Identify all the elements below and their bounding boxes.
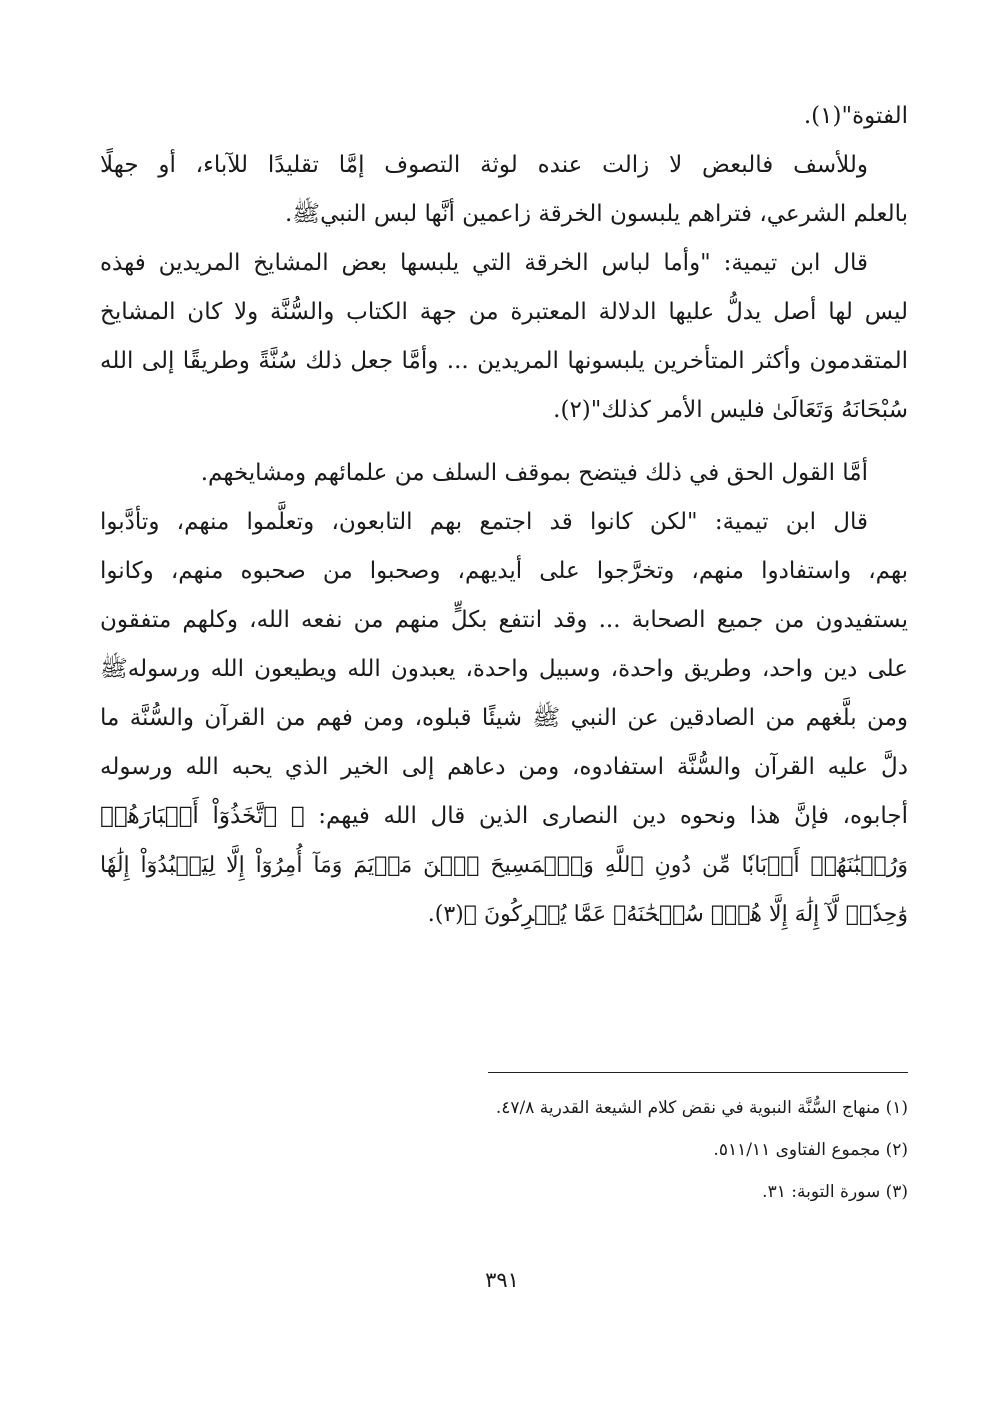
quran-line-1: وَرُهۡبَٰنَهُمۡ أَرۡبَابٗا مِّن دُونِ ٱللَّهِ وَٱلۡمَسِيحَ ٱبۡنَ مَرۡيَمَ وَمَآ أُمِرُوٓاْ إِلَّا لِيَعۡبُدُوٓاْ إِلَٰهٗا [100,853,908,878]
text-line-8: أمَّا القول الحق في ذلك فيتضح بموقف السلف من علمائهم ومشايخهم. [200,460,868,486]
text-line-10: بهم، واستفادوا منهم، وتخرَّجوا على أيديهم، وصحبوا من صحبوه منهم، وكانوا [100,558,908,584]
footnote-1: (١) منهاج السُّنَّة النبوية في نقض كلام الشيعة القدرية ٤٧/٨. [495,1098,908,1118]
text-line-7: سُبْحَانَهُ وَتَعَالَىٰ فليس الأمر كذلك"(٢). [553,397,908,423]
main-text [100,92,908,939]
footnote-2: (٢) مجموع الفتاوى ٥١١/١١. [713,1140,908,1160]
page-number: ٣٩١ [485,1268,519,1292]
text-line-6: المتقدمون وأكثر المتأخرين يلبسونها المريدين ... وأمَّا جعل ذلك سُنَّةً وطريقًا إلى الله [100,348,908,374]
text-line-13: ومن بلَّغهم من الصادقين عن النبي ﷺ شيئًا قبلوه، ومن فهم من القرآن والسُّنَّة ما [100,705,908,731]
text-line-3: بالعلم الشرعي، فتراهم يلبسون الخرقة زاعمين أنَّها لبس النبيﷺ. [285,201,908,227]
text-line-1: الفتوة"(١). [803,103,908,129]
quran-line-2: وَٰحِدٗاۖ لَّآ إِلَٰهَ إِلَّا هُوَۚ سُبۡحَٰنَهُۥ عَمَّا يُشۡرِكُونَ ﴾(٣). [427,902,908,927]
footnotes [100,1072,908,1213]
text-line-9: قال ابن تيمية: "لكن كانوا قد اجتمع بهم التابعون، وتعلَّموا منهم، وتأدَّبوا [100,509,868,535]
text-line-15: أجابوه، فإنَّ هذا ونحوه دين النصارى الذين قال الله فيهم: ﴿ ٱتَّخَذُوٓاْ أَحۡبَارَهُمۡ [100,803,908,829]
text-line-5: ليس لها أصل يدلُّ عليها الدلالة المعتبرة من جهة الكتاب والسُّنَّة ولا كان المشايخ [100,299,908,325]
text-line-12: على دين واحد، وطريق واحدة، وسبيل واحدة، يعبدون الله ويطيعون الله ورسولهﷺ [100,656,908,682]
text-line-2: وللأسف فالبعض لا زالت عنده لوثة التصوف إمَّا تقليدًا للآباء، أو جهلًا [100,152,868,178]
footnote-3: (٣) سورة التوبة: ٣١. [762,1182,908,1202]
text-line-11: يستفيدون من جميع الصحابة ... وقد انتفع بكلٍّ منهم من نفعه الله، وكلهم متفقون [100,607,908,633]
text-line-4: قال ابن تيمية: "وأما لباس الخرقة التي يلبسها بعض المشايخ المريدين فهذه [100,250,868,276]
text-line-14: دلَّ عليه القرآن والسُّنَّة استفادوه، ومن دعاهم إلى الخير الذي يحبه الله ورسوله [100,754,908,780]
footnote-separator [488,1072,908,1073]
